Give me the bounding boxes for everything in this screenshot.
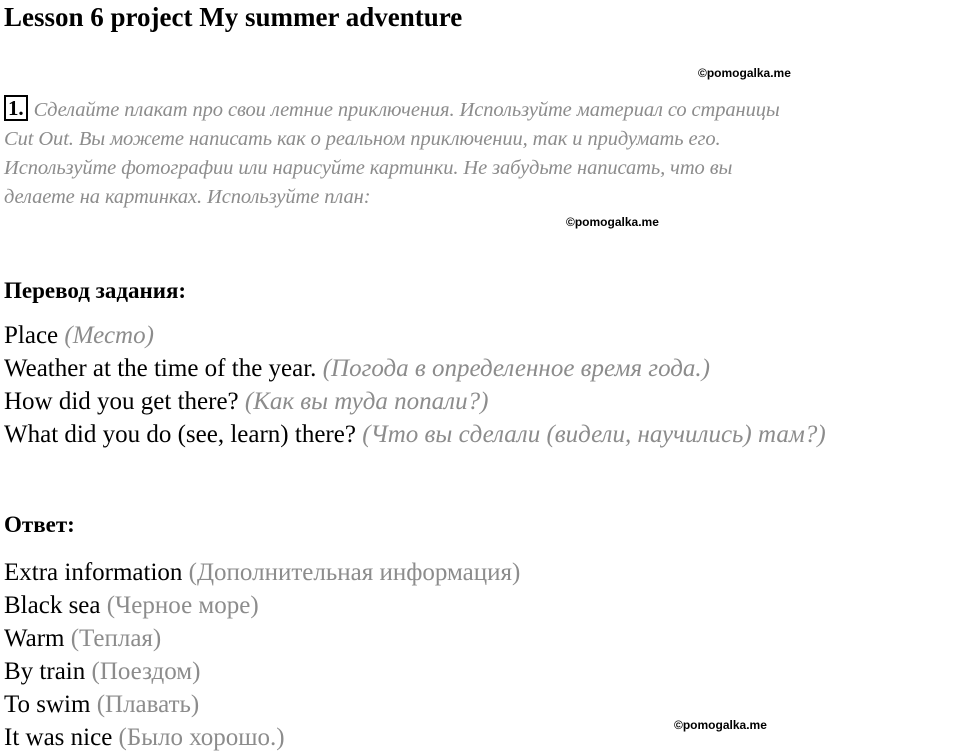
page-title: Lesson 6 project My summer adventure: [4, 2, 463, 32]
watermark-bottom: ©pomogalka.me: [674, 718, 767, 732]
answer-heading: Ответ:: [4, 512, 75, 537]
answer-item-en: Extra information: [4, 559, 183, 586]
plan-item-en: Place: [4, 322, 59, 349]
task-line: Используйте фотографии или нарисуйте картинки. Не забудьте написать, что вы: [4, 157, 733, 179]
answer-item-en: To swim: [4, 691, 91, 718]
answer-item: [4, 622, 520, 655]
answer-item: [4, 721, 520, 754]
plan-item: [4, 319, 826, 352]
plan-item-en: Weather at the time of the year.: [4, 355, 317, 382]
answer-item-ru: (Поездом): [91, 658, 201, 685]
answer-item-ru: (Плавать): [96, 691, 200, 718]
answer-item: [4, 589, 520, 622]
answer-item-ru: (Теплая): [70, 625, 162, 652]
plan-list: [4, 319, 826, 451]
answer-item-en: It was nice: [4, 724, 113, 751]
answer-item: [4, 556, 520, 589]
plan-item-ru: (Погода в определенное время года.): [322, 355, 710, 382]
task-line: Cut Out. Вы можете написать как о реальном приключении, так и придумать его.: [4, 128, 721, 150]
task-line-text: Сделайте плакат про свои летние приключения. Используйте материал со страницы: [33, 99, 780, 121]
watermark-middle: ©pomogalka.me: [566, 215, 659, 229]
task-line: [4, 95, 960, 125]
watermark-top: ©pomogalka.me: [698, 66, 791, 80]
answer-item-en: By train: [4, 658, 86, 685]
plan-item: [4, 418, 826, 451]
plan-item-ru: (Как вы туда попали?): [244, 388, 489, 415]
plan-item-ru: (Что вы сделали (видели, научились) там?): [362, 421, 826, 448]
answer-item-en: Warm: [4, 625, 65, 652]
plan-item: [4, 385, 826, 418]
translation-heading: Перевод задания:: [4, 278, 187, 303]
task-line: делаете на картинках. Используйте план:: [4, 186, 371, 208]
answer-list: [4, 556, 520, 754]
plan-item-en: What did you do (see, learn) there?: [4, 421, 356, 448]
answer-item-ru: (Черное море): [106, 592, 259, 619]
answer-item-ru: (Дополнительная информация): [188, 559, 521, 586]
task-text: [4, 95, 960, 212]
answer-item-ru: (Было хорошо.): [118, 724, 285, 751]
plan-item: [4, 352, 826, 385]
answer-item: [4, 655, 520, 688]
plan-item-ru: (Место): [64, 322, 154, 349]
plan-item-en: How did you get there?: [4, 388, 239, 415]
task-number: 1.: [4, 95, 28, 121]
answer-item-en: Black sea: [4, 592, 101, 619]
answer-item: [4, 688, 520, 721]
